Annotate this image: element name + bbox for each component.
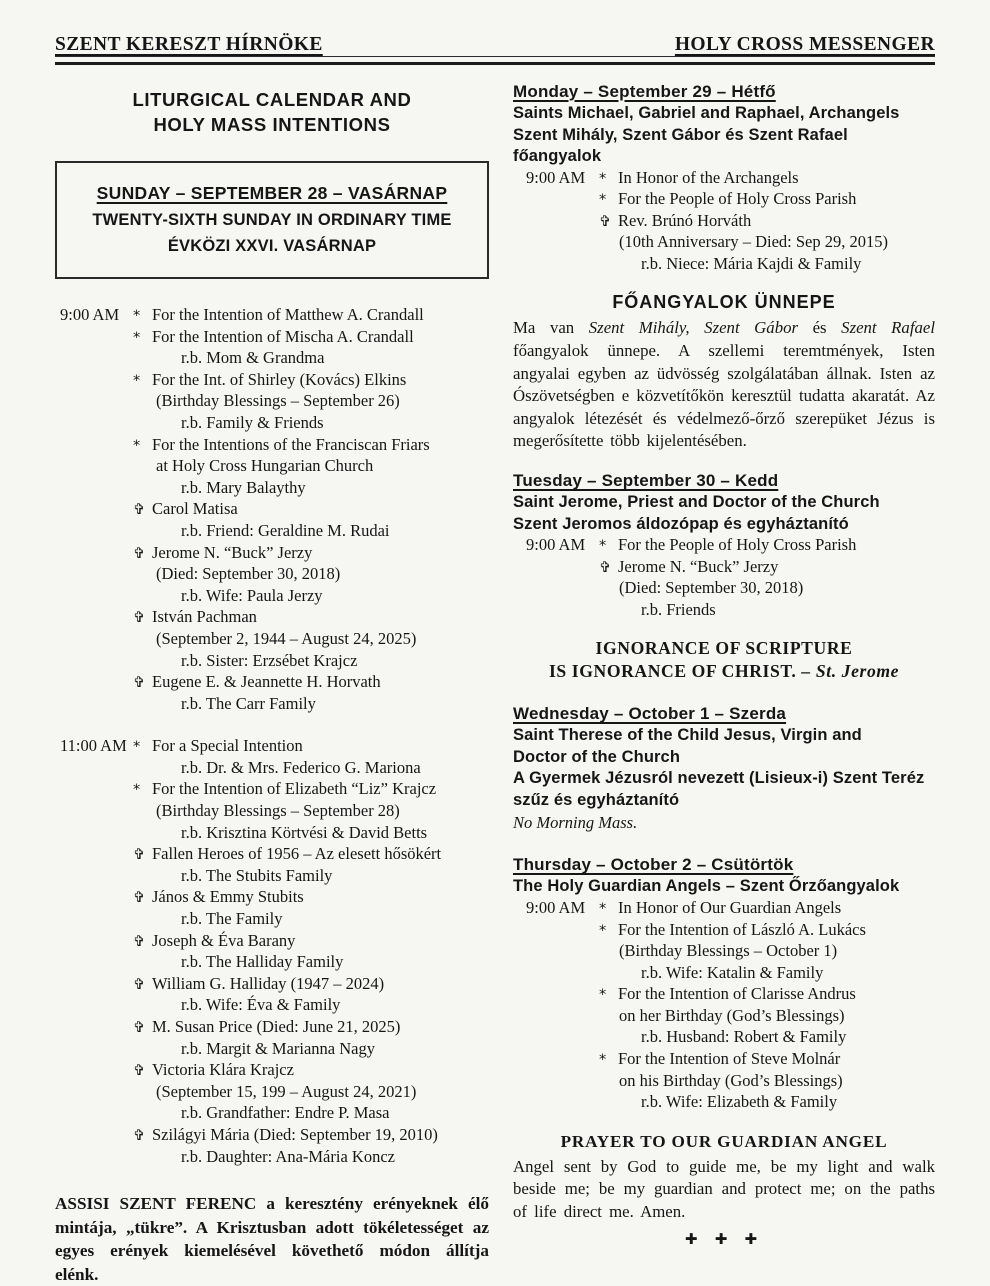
mass-intention-line bbox=[55, 887, 489, 909]
mass-intention-line bbox=[55, 327, 489, 349]
prayer-text: Angel sent by God to guide me, be my light and walk beside me; be my guardian and protect me; on the paths of life direct me. Amen. bbox=[513, 1156, 935, 1222]
mass-intention-line bbox=[55, 844, 489, 866]
mass-intention-line bbox=[55, 1082, 489, 1104]
mass-intention-line bbox=[55, 1147, 489, 1169]
intention-text: r.b. Family & Friends bbox=[181, 412, 324, 432]
feature-heading: FŐANGYALOK ÜNNEPE bbox=[612, 292, 836, 313]
feature-text-segment: Ma van bbox=[513, 318, 589, 338]
intention-text: (September 2, 1944 – August 24, 2025) bbox=[156, 628, 417, 648]
day-mass-lines bbox=[513, 535, 935, 621]
mass-intention-line bbox=[513, 232, 935, 254]
intention-text: For the Int. of Shirley (Kovács) Elkins bbox=[152, 369, 407, 389]
mass-intention-line bbox=[55, 801, 489, 823]
mass-intention-line bbox=[513, 578, 935, 600]
left-column bbox=[55, 81, 489, 1286]
intention-text: (Birthday Blessings – September 28) bbox=[156, 801, 400, 821]
mass-intention-line bbox=[55, 694, 489, 716]
intention-text: In Honor of Our Guardian Angels bbox=[618, 897, 842, 917]
intention-marker-icon: ✞ bbox=[133, 976, 146, 993]
mass-time: 11:00 AM bbox=[60, 736, 127, 756]
day-mass-lines bbox=[513, 168, 935, 276]
mass-intention-line bbox=[55, 866, 489, 888]
quote-line2 bbox=[513, 660, 935, 683]
intention-text: on his Birthday (God’s Blessings) bbox=[619, 1070, 843, 1090]
mass-intention-line bbox=[513, 600, 935, 622]
mass-intention-line bbox=[55, 931, 489, 953]
intention-text: (10th Anniversary – Died: Sep 29, 2015) bbox=[619, 232, 889, 252]
intention-text: r.b. The Halliday Family bbox=[181, 952, 344, 972]
quote-line2-text: IS IGNORANCE OF CHRIST. bbox=[548, 661, 802, 682]
intention-text: Jerome N. “Buck” Jerzy bbox=[618, 556, 779, 576]
day-bold-line: Saint Jerome, Priest and Doctor of the Church bbox=[513, 493, 880, 512]
mass-intention-line bbox=[513, 1049, 935, 1071]
mass-block-1100 bbox=[55, 736, 489, 1168]
mass-intention-line bbox=[513, 535, 935, 557]
mass-intention-line bbox=[55, 1060, 489, 1082]
mass-intention-line bbox=[55, 1017, 489, 1039]
intention-marker-icon: ✞ bbox=[133, 1063, 146, 1080]
intention-text: r.b. The Family bbox=[181, 909, 283, 929]
mass-intention-line bbox=[513, 898, 935, 920]
day-bold-line: szűz és egyháztanító bbox=[513, 790, 680, 809]
intention-text: In Honor of the Archangels bbox=[618, 167, 799, 187]
intention-text: For the People of Holy Cross Parish bbox=[618, 535, 857, 555]
intention-text: Szilágyi Mária (Died: September 19, 2010) bbox=[152, 1124, 438, 1144]
mass-time: 9:00 AM bbox=[526, 535, 586, 555]
intention-marker-icon: ✞ bbox=[133, 1020, 146, 1036]
intention-marker-icon: * bbox=[133, 782, 141, 799]
intention-text: (Birthday Blessings – September 26) bbox=[156, 391, 400, 411]
intention-text: Joseph & Éva Barany bbox=[152, 930, 296, 950]
mass-intention-line bbox=[513, 1092, 935, 1114]
intention-marker-icon: ✞ bbox=[133, 545, 146, 562]
mass-intention-line bbox=[55, 521, 489, 543]
intention-text: (September 15, 199 – August 24, 2021) bbox=[156, 1081, 417, 1101]
intention-text: r.b. The Carr Family bbox=[181, 693, 316, 713]
mass-intention-line bbox=[55, 736, 489, 758]
mass-intention-line bbox=[55, 543, 489, 565]
day-bold-line: The Holy Guardian Angels – Szent Őrzőangyalok bbox=[513, 877, 900, 896]
day-saints bbox=[513, 876, 935, 898]
mass-intention-line bbox=[513, 254, 935, 276]
intention-text: (Died: September 30, 2018) bbox=[156, 564, 341, 584]
intention-text: István Pachman bbox=[152, 607, 257, 627]
quote-attribution: – St. Jerome bbox=[801, 661, 900, 682]
mass-intention-line bbox=[513, 1071, 935, 1093]
intention-text: (Birthday Blessings – October 1) bbox=[619, 941, 838, 961]
intention-text: Rev. Brúnó Horváth bbox=[618, 210, 752, 230]
mass-intention-line bbox=[513, 211, 935, 233]
intention-marker-icon: * bbox=[599, 1052, 607, 1069]
intention-marker-icon: * bbox=[599, 922, 607, 939]
section-title bbox=[55, 87, 489, 137]
francis-paragraph: ASSISI SZENT FERENC a keresztény erényeknek élő mintája, „tükre”. A Krisztusban adott tökéletességet az egyes erények kiemelésével követhető módon állítja elénk. bbox=[55, 1194, 489, 1284]
feature-paragraph bbox=[513, 317, 935, 453]
mass-intention-line bbox=[55, 651, 489, 673]
no-mass-note: No Morning Mass. bbox=[513, 813, 638, 833]
mass-intention-line bbox=[513, 557, 935, 579]
intention-marker-icon: * bbox=[599, 170, 607, 187]
day-saints bbox=[513, 492, 935, 535]
intention-marker-icon: * bbox=[599, 900, 607, 917]
intention-text: r.b. Margit & Marianna Nagy bbox=[181, 1038, 375, 1058]
sunday-subtitle-hu: ÉVKÖZI XXVI. VASÁRNAP bbox=[167, 237, 377, 255]
intention-text: For the Intention of Clarisse Andrus bbox=[618, 984, 856, 1004]
intention-text: r.b. Grandfather: Endre P. Masa bbox=[181, 1103, 390, 1123]
day-saints bbox=[513, 725, 935, 811]
prayer-block bbox=[513, 1132, 935, 1248]
intention-text: r.b. Dr. & Mrs. Federico G. Mariona bbox=[181, 757, 421, 777]
mass-intention-line bbox=[55, 1125, 489, 1147]
intention-text: For a Special Intention bbox=[152, 736, 303, 756]
section-title-line2: HOLY MASS INTENTIONS bbox=[153, 114, 391, 135]
page-header bbox=[55, 34, 935, 65]
feature-text-segment: főangyalok ünnepe. A szellemi teremtmények, Isten angyalai egyben az üdvösség szolgálatában állnak. Isten az Ószövetségben e közvetítőkön keresztül tudatta akaratát. Az angyalok létezését és védelmező-őrző szerepüket Jézus is megerősítette több kijelentésében. bbox=[513, 341, 935, 451]
mass-intention-line bbox=[55, 348, 489, 370]
intention-marker-icon: * bbox=[599, 192, 607, 209]
intention-text: r.b. The Stubits Family bbox=[181, 865, 333, 885]
intention-text: r.b. Wife: Elizabeth & Family bbox=[641, 1092, 838, 1112]
day-heading: Monday – September 29 – Hétfő bbox=[513, 82, 776, 101]
intention-text: For the Intentions of the Franciscan Friars bbox=[152, 434, 430, 454]
mass-intention-line bbox=[55, 499, 489, 521]
day-bold-line: Szent Mihály, Szent Gábor és Szent Rafael bbox=[513, 125, 848, 144]
intention-marker-icon: ✞ bbox=[133, 1127, 146, 1144]
intention-marker-icon: ✞ bbox=[133, 502, 146, 519]
mass-intention-line bbox=[513, 920, 935, 942]
intention-text: r.b. Sister: Erzsébet Krajcz bbox=[181, 650, 358, 670]
intention-text: János & Emmy Stubits bbox=[152, 887, 304, 907]
intention-marker-icon: ✞ bbox=[599, 559, 612, 576]
mass-intention-line bbox=[55, 586, 489, 608]
mass-time: 9:00 AM bbox=[526, 897, 586, 917]
intention-text: For the Intention of László A. Lukács bbox=[618, 919, 866, 939]
intention-text: For the Intention of Matthew A. Crandall bbox=[152, 305, 424, 324]
intention-marker-icon: ✞ bbox=[133, 847, 146, 864]
day-block-wednesday bbox=[513, 703, 935, 834]
intention-text: (Died: September 30, 2018) bbox=[619, 578, 804, 598]
day-bold-line: A Gyermek Jézusról nevezett (Lisieux-i) Szent Teréz bbox=[513, 769, 925, 788]
intention-text: r.b. Daughter: Ana-Mária Koncz bbox=[181, 1146, 395, 1166]
day-heading: Thursday – October 2 – Csütörtök bbox=[513, 855, 794, 875]
mass-intention-line bbox=[513, 189, 935, 211]
intention-text: r.b. Wife: Katalin & Family bbox=[641, 962, 824, 982]
intention-text: r.b. Mom & Grandma bbox=[181, 348, 325, 368]
quote-block bbox=[513, 637, 935, 683]
mass-intention-line bbox=[55, 823, 489, 845]
mass-intention-line bbox=[55, 629, 489, 651]
mass-intention-line bbox=[513, 168, 935, 190]
mass-intention-line bbox=[513, 941, 935, 963]
intention-marker-icon: * bbox=[599, 538, 607, 555]
masthead-right: HOLY CROSS MESSENGER bbox=[674, 34, 935, 55]
day-block-thursday bbox=[513, 854, 935, 1113]
right-column bbox=[513, 81, 935, 1286]
mass-time: 9:00 AM bbox=[60, 305, 120, 324]
day-mass-lines bbox=[513, 898, 935, 1114]
feature-text-segment: és bbox=[798, 318, 842, 338]
masthead-left: SZENT KERESZT HÍRNÖKE bbox=[55, 34, 323, 55]
intention-text: Fallen Heroes of 1956 – Az elesett hősökért bbox=[152, 844, 442, 864]
intention-marker-icon: * bbox=[133, 329, 141, 346]
intention-marker-icon: * bbox=[133, 739, 141, 756]
mass-time: 9:00 AM bbox=[526, 167, 586, 187]
mass-intention-line bbox=[55, 974, 489, 996]
intention-text: r.b. Friends bbox=[641, 599, 716, 619]
intention-marker-icon: * bbox=[133, 437, 141, 454]
sunday-subtitle-en: TWENTY-SIXTH SUNDAY IN ORDINARY TIME bbox=[92, 211, 452, 229]
mass-block-900 bbox=[55, 305, 489, 715]
mass-intention-line bbox=[55, 1103, 489, 1125]
intention-text: For the Intention of Mischa A. Crandall bbox=[152, 326, 414, 346]
sunday-heading: SUNDAY – SEPTEMBER 28 – VASÁRNAP bbox=[96, 183, 448, 203]
intention-marker-icon: ✞ bbox=[133, 675, 146, 692]
quote-line1: IGNORANCE OF SCRIPTURE bbox=[595, 638, 853, 659]
intention-text: For the Intention of Steve Molnár bbox=[618, 1049, 841, 1069]
mass-intention-line bbox=[55, 1039, 489, 1061]
intention-text: For the People of Holy Cross Parish bbox=[618, 189, 857, 209]
intention-text: at Holy Cross Hungarian Church bbox=[156, 456, 374, 476]
mass-intention-line bbox=[55, 779, 489, 801]
mass-intention-line bbox=[55, 305, 489, 327]
day-bold-line: Szent Jeromos áldozópap és egyháztanító bbox=[513, 514, 849, 533]
mass-intention-line bbox=[55, 909, 489, 931]
mass-intention-line bbox=[513, 963, 935, 985]
day-heading: Tuesday – September 30 – Kedd bbox=[513, 471, 779, 491]
intention-text: r.b. Wife: Éva & Family bbox=[181, 995, 341, 1015]
day-block-monday bbox=[513, 81, 935, 275]
mass-intention-line bbox=[55, 413, 489, 435]
day-bold-line: Saint Therese of the Child Jesus, Virgin and bbox=[513, 726, 862, 745]
intention-text: Eugene E. & Jeannette H. Horvath bbox=[152, 672, 381, 692]
mass-intention-line bbox=[55, 391, 489, 413]
day-block-tuesday bbox=[513, 470, 935, 621]
intention-text: r.b. Husband: Robert & Family bbox=[641, 1027, 847, 1047]
intention-text: For the Intention of Elizabeth “Liz” Krajcz bbox=[152, 779, 437, 799]
prayer-heading: PRAYER TO OUR GUARDIAN ANGEL bbox=[560, 1131, 888, 1151]
mass-intention-line bbox=[55, 370, 489, 392]
intention-marker-icon: * bbox=[599, 987, 607, 1004]
intention-marker-icon: ✞ bbox=[133, 933, 146, 950]
sunday-box bbox=[55, 161, 489, 279]
feature-text-segment: Szent Mihály, Szent Gábor bbox=[588, 318, 799, 338]
intention-text: Jerome N. “Buck” Jerzy bbox=[152, 542, 313, 562]
intention-marker-icon: * bbox=[133, 372, 141, 389]
intention-marker-icon: ✞ bbox=[599, 213, 612, 230]
intention-text: r.b. Mary Balaythy bbox=[181, 477, 306, 497]
mass-intention-line bbox=[55, 672, 489, 694]
intention-text: William G. Halliday (1947 – 2024) bbox=[152, 973, 385, 993]
intention-text: on her Birthday (God’s Blessings) bbox=[619, 1005, 845, 1025]
day-bold-line: főangyalok bbox=[513, 147, 602, 165]
intention-marker-icon: ✞ bbox=[133, 610, 146, 627]
day-heading: Wednesday – October 1 – Szerda bbox=[513, 704, 787, 724]
mass-intention-line bbox=[55, 952, 489, 974]
mass-intention-line bbox=[55, 758, 489, 780]
intention-text: r.b. Krisztina Körtvési & David Betts bbox=[181, 822, 428, 842]
feature-text-segment: Szent Rafael bbox=[841, 318, 935, 338]
section-title-line1: LITURGICAL CALENDAR AND bbox=[132, 89, 412, 110]
two-column-layout bbox=[55, 81, 935, 1286]
intention-marker-icon: ✞ bbox=[133, 890, 146, 907]
intention-text: r.b. Niece: Mária Kajdi & Family bbox=[641, 253, 862, 273]
mass-intention-line bbox=[55, 995, 489, 1017]
mass-intention-line bbox=[513, 1006, 935, 1028]
intention-text: Victoria Klára Krajcz bbox=[152, 1060, 294, 1080]
day-bold-line: Doctor of the Church bbox=[513, 747, 680, 766]
intention-marker-icon: * bbox=[133, 308, 141, 324]
day-bold-line: Saints Michael, Gabriel and Raphael, Archangels bbox=[513, 104, 900, 122]
intention-text: M. Susan Price (Died: June 21, 2025) bbox=[152, 1017, 401, 1036]
mass-intention-line bbox=[513, 1027, 935, 1049]
day-saints bbox=[513, 103, 935, 168]
mass-intention-line bbox=[55, 478, 489, 500]
mass-intention-line bbox=[513, 984, 935, 1006]
mass-intention-line bbox=[55, 456, 489, 478]
intention-text: r.b. Friend: Geraldine M. Rudai bbox=[181, 520, 390, 540]
feature-archangels bbox=[513, 290, 935, 453]
mass-intention-line bbox=[55, 564, 489, 586]
intention-text: r.b. Wife: Paula Jerzy bbox=[181, 585, 323, 605]
intention-text: Carol Matisa bbox=[152, 499, 238, 519]
mass-intention-line bbox=[55, 607, 489, 629]
mass-intention-line bbox=[55, 435, 489, 457]
crosses-ornament-icon: ✚ ✚ ✚ bbox=[684, 1229, 764, 1248]
